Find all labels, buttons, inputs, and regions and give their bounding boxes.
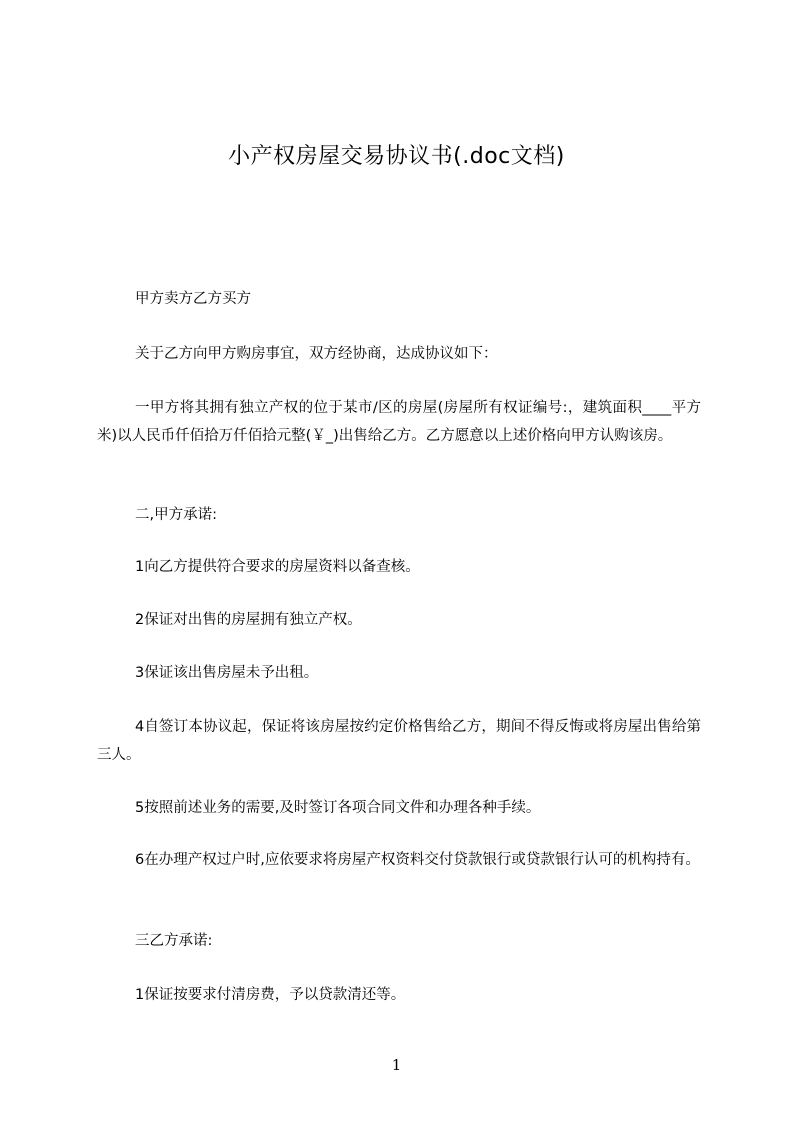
paragraph-seller-promise-2: 2保证对出售的房屋拥有独立产权。 bbox=[135, 612, 362, 628]
paragraph-seller-promise-1: 1向乙方提供符合要求的房屋资料以备查核。 bbox=[135, 559, 420, 575]
paragraph-clause-1: 一甲方将其拥有独立产权的位于某市/区的房屋(房屋所有权证编号:，建筑面积____平方米)以人民币仟佰拾万仟佰拾元整(￥_)出售给乙方。乙方愿意以上述价格向甲方认购该房。 bbox=[97, 400, 701, 444]
document-title: 小产权房屋交易协议书(.doc文档) bbox=[228, 144, 565, 169]
paragraph-buyer-promise-1: 1保证按要求付清房费，予以贷款清还等。 bbox=[135, 987, 406, 1003]
page-number: 1 bbox=[391, 1056, 402, 1074]
paragraph-seller-promise-4: 4自签订本协议起，保证将该房屋按约定价格售给乙方，期间不得反悔或将房屋出售给第三人。 bbox=[97, 719, 701, 763]
paragraph-clause-3-heading: 三乙方承诺: bbox=[135, 933, 213, 949]
paragraph-preamble: 关于乙方向甲方购房事宜，双方经协商，达成协议如下： bbox=[135, 346, 498, 362]
paragraph-seller-promise-6: 6在办理产权过户时,应依要求将房屋产权资料交付贷款银行或贷款银行认可的机构持有。 bbox=[135, 852, 700, 868]
paragraph-parties: 甲方卖方乙方买方 bbox=[135, 291, 251, 307]
paragraph-seller-promise-5: 5按照前述业务的需要,及时签订各项合同文件和办理各种手续。 bbox=[135, 800, 541, 816]
paragraph-clause-2-heading: 二,甲方承诺: bbox=[135, 507, 217, 523]
paragraph-seller-promise-3: 3保证该出售房屋未予出租。 bbox=[135, 665, 319, 681]
